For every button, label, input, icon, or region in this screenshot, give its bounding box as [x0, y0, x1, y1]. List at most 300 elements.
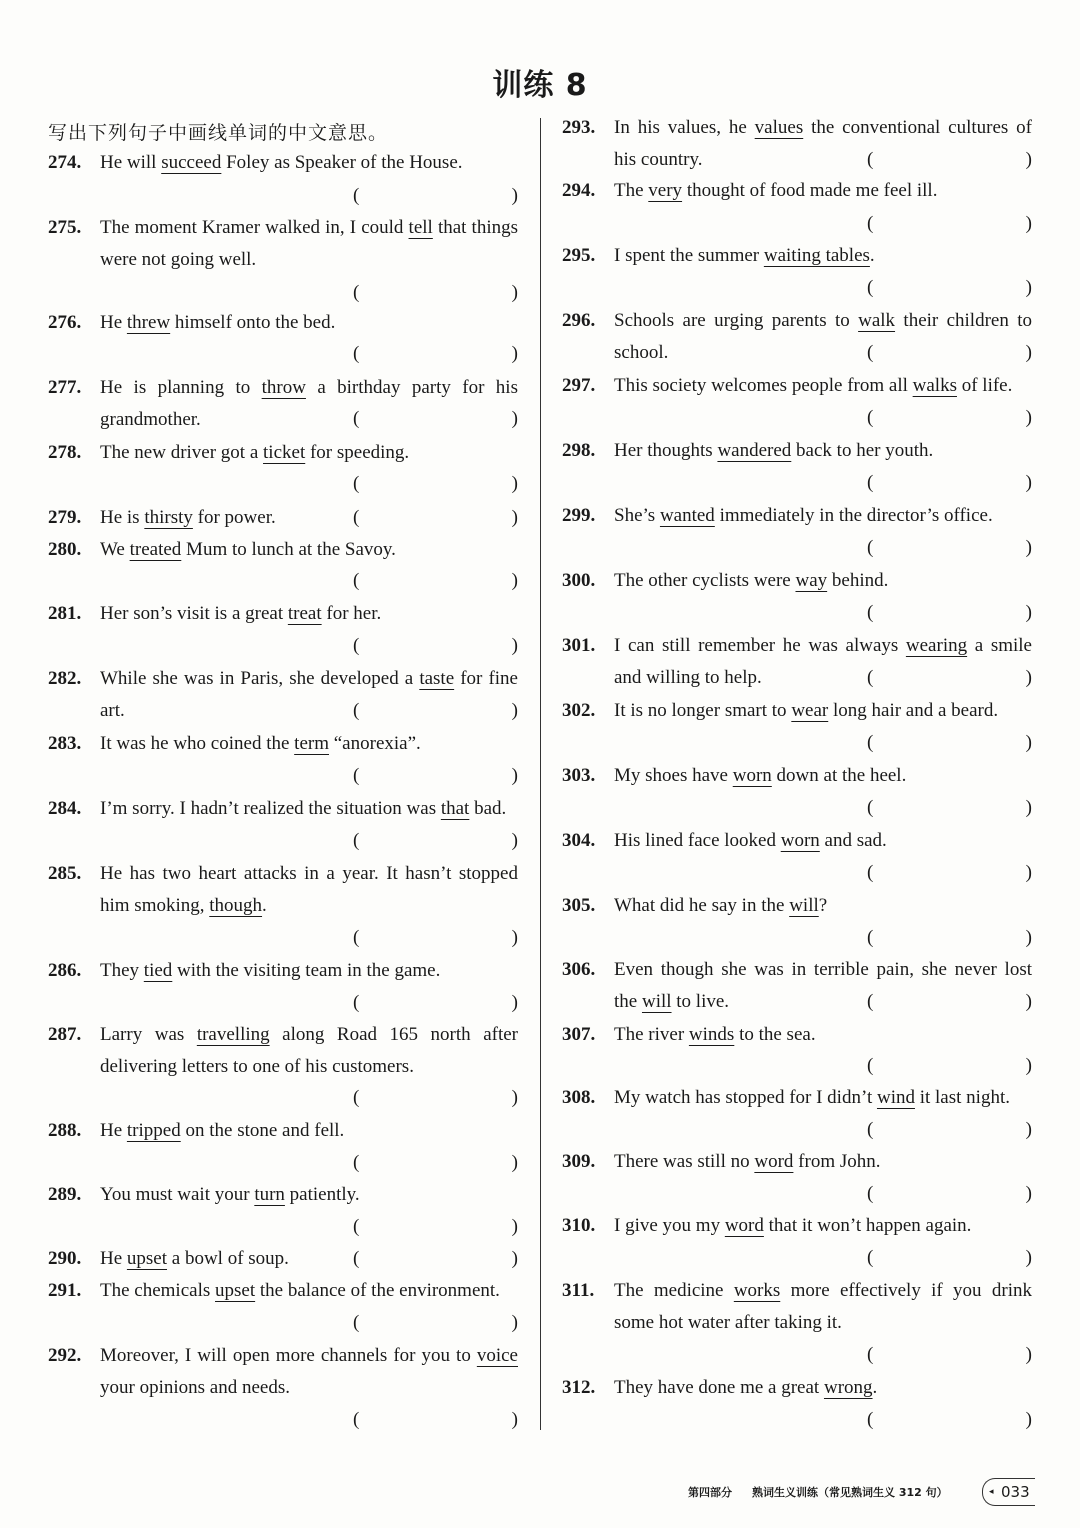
- open-paren: (: [867, 1119, 874, 1140]
- close-paren: ): [511, 1087, 518, 1108]
- question-sentence: [614, 890, 1032, 922]
- question-number: 305.: [562, 895, 596, 916]
- question-sentence: [100, 1019, 518, 1083]
- open-paren: (: [867, 927, 874, 948]
- sentence-text: The other cyclists were: [614, 570, 796, 591]
- underlined-word: wandered: [717, 440, 792, 461]
- underlined-word: will: [789, 895, 819, 916]
- underlined-word: treated: [129, 539, 182, 560]
- open-paren: (: [867, 1247, 874, 1268]
- open-paren: (: [867, 1409, 874, 1430]
- sentence-text: They have done me a great: [614, 1377, 824, 1398]
- question-item: [48, 793, 518, 825]
- close-paren: ): [1025, 602, 1032, 623]
- sentence-text: thought of food made me feel ill.: [682, 180, 938, 201]
- sentence-text: to live.: [671, 991, 730, 1012]
- question-sentence: [614, 175, 1032, 207]
- sentence-text: My watch has stopped for I didn’t: [614, 1087, 877, 1108]
- question-sentence: [100, 1340, 518, 1404]
- close-paren: ): [1025, 277, 1032, 298]
- close-paren: ): [511, 570, 518, 591]
- open-paren: (: [353, 1409, 360, 1430]
- answer-blank[interactable]: [862, 662, 1032, 694]
- sentence-text: The new driver got a: [100, 442, 264, 463]
- question-number: 284.: [48, 798, 82, 819]
- question-number: 300.: [562, 570, 596, 591]
- sentence-text: The river: [614, 1024, 689, 1045]
- question-item: [48, 212, 518, 276]
- underlined-word: worn: [732, 765, 772, 786]
- question-sentence: [100, 147, 518, 179]
- answer-blank[interactable]: [862, 532, 1032, 564]
- sentence-text: more effectively if you drink some hot water after taking it.: [614, 1280, 1032, 1333]
- answer-blank[interactable]: [862, 792, 1032, 824]
- sentence-text: Moreover, I will open more channels for you to: [100, 1345, 477, 1366]
- open-paren: (: [867, 667, 874, 688]
- underlined-word: upset: [126, 1248, 168, 1269]
- close-paren: ): [1025, 1247, 1032, 1268]
- open-paren: (: [353, 927, 360, 948]
- sentence-text: The medicine: [614, 1280, 734, 1301]
- sentence-text: .: [869, 245, 875, 266]
- close-paren: ): [511, 1409, 518, 1430]
- open-paren: (: [353, 282, 360, 303]
- answer-blank[interactable]: [862, 986, 1032, 1018]
- question-sentence: [614, 1082, 1032, 1114]
- column-divider: [540, 118, 541, 1430]
- close-paren: ): [511, 635, 518, 656]
- sentence-text: Her thoughts: [614, 440, 718, 461]
- question-sentence: [100, 1115, 518, 1147]
- open-paren: (: [353, 473, 360, 494]
- underlined-word: very: [648, 180, 683, 201]
- question-item: [562, 890, 1032, 922]
- answer-blank[interactable]: [862, 1404, 1032, 1436]
- question-item: [48, 1019, 518, 1083]
- answer-blank[interactable]: [348, 565, 518, 597]
- sentence-text: He is planning to: [100, 377, 262, 398]
- question-number: 287.: [48, 1024, 82, 1045]
- question-item: [48, 147, 518, 179]
- question-sentence: [100, 1179, 518, 1211]
- question-item: [48, 437, 518, 469]
- question-item: [48, 307, 518, 339]
- question-number: 293.: [562, 117, 596, 138]
- underlined-word: winds: [688, 1024, 735, 1045]
- question-item: [562, 1019, 1032, 1051]
- open-paren: (: [867, 472, 874, 493]
- question-item: [562, 240, 1032, 272]
- question-item: [562, 1082, 1032, 1114]
- underlined-word: wanted: [659, 505, 715, 526]
- sentence-text: the conventional cultures of his country.: [614, 117, 1032, 170]
- sentence-text: The chemicals: [100, 1280, 216, 1301]
- sentence-text: We: [100, 539, 130, 560]
- answer-blank[interactable]: [348, 338, 518, 370]
- underlined-word: walks: [912, 375, 957, 396]
- sentence-text: In his values, he: [614, 117, 755, 138]
- question-number: 278.: [48, 442, 82, 463]
- question-number: 277.: [48, 377, 82, 398]
- underlined-word: word: [754, 1151, 794, 1172]
- open-paren: (: [867, 602, 874, 623]
- underlined-word: thirsty: [144, 507, 193, 528]
- sentence-text: He: [100, 1248, 127, 1269]
- question-sentence: [100, 212, 518, 276]
- close-paren: ): [1025, 732, 1032, 753]
- sentence-text: Even though she was in terrible pain, she never lost the: [614, 959, 1032, 1012]
- answer-blank[interactable]: [862, 208, 1032, 240]
- answer-blank[interactable]: [862, 467, 1032, 499]
- sentence-text: The: [614, 180, 649, 201]
- underlined-word: wrong: [823, 1377, 873, 1398]
- close-paren: ): [511, 830, 518, 851]
- question-number: 286.: [48, 960, 82, 981]
- answer-blank[interactable]: [348, 1147, 518, 1179]
- question-sentence: [614, 1210, 1032, 1242]
- sentence-text: their children to school.: [614, 310, 1032, 363]
- open-paren: (: [353, 1248, 360, 1269]
- close-paren: ): [511, 765, 518, 786]
- close-paren: ): [1025, 1119, 1032, 1140]
- answer-blank[interactable]: [348, 1082, 518, 1114]
- underlined-word: walk: [858, 310, 896, 331]
- sentence-text: He is: [100, 507, 145, 528]
- question-sentence: [614, 825, 1032, 857]
- sentence-text: While she was in Paris, she developed a: [100, 668, 420, 689]
- underlined-word: way: [795, 570, 828, 591]
- underlined-word: tripped: [126, 1120, 181, 1141]
- close-paren: ): [1025, 213, 1032, 234]
- answer-blank[interactable]: [348, 695, 518, 727]
- instruction-text: 写出下列句子中画线单词的中文意思。: [48, 122, 389, 144]
- question-item: [48, 1275, 518, 1307]
- sentence-text: He: [100, 312, 127, 333]
- sentence-text: They: [100, 960, 144, 981]
- sentence-text: It was he who coined the: [100, 733, 295, 754]
- open-paren: (: [353, 570, 360, 591]
- sentence-text: behind.: [827, 570, 889, 591]
- answer-blank[interactable]: [862, 1050, 1032, 1082]
- answer-blank[interactable]: [862, 402, 1032, 434]
- question-number: 285.: [48, 863, 82, 884]
- question-sentence: [100, 307, 518, 339]
- close-paren: ): [1025, 472, 1032, 493]
- answer-blank[interactable]: [862, 272, 1032, 304]
- question-item: [562, 370, 1032, 402]
- underlined-word: treat: [287, 603, 322, 624]
- sentence-text: Foley as Speaker of the House.: [221, 152, 463, 173]
- close-paren: ): [1025, 667, 1032, 688]
- close-paren: ): [511, 1248, 518, 1269]
- close-paren: ): [511, 1312, 518, 1333]
- open-paren: (: [353, 507, 360, 528]
- open-paren: (: [867, 991, 874, 1012]
- answer-blank[interactable]: [348, 1404, 518, 1436]
- open-paren: (: [353, 830, 360, 851]
- question-sentence: [614, 500, 1032, 532]
- close-paren: ): [511, 473, 518, 494]
- sentence-text: with the visiting team in the game.: [172, 960, 441, 981]
- underlined-word: threw: [126, 312, 171, 333]
- sentence-text: for her.: [321, 603, 382, 624]
- question-sentence: [100, 955, 518, 987]
- question-item: [562, 825, 1032, 857]
- question-number: 292.: [48, 1345, 82, 1366]
- underlined-word: upset: [215, 1280, 256, 1301]
- underlined-word: will: [641, 991, 672, 1012]
- open-paren: (: [353, 635, 360, 656]
- question-number: 296.: [562, 310, 596, 331]
- sentence-text: I can still remember he was always: [614, 635, 906, 656]
- open-paren: (: [867, 1183, 874, 1204]
- answer-blank[interactable]: [862, 1242, 1032, 1274]
- close-paren: ): [1025, 1409, 1032, 1430]
- sentence-text: it last night.: [914, 1087, 1010, 1108]
- close-paren: ): [511, 282, 518, 303]
- underlined-word: waiting tables: [763, 245, 870, 266]
- underlined-word: travelling: [196, 1024, 270, 1045]
- question-sentence: [100, 728, 518, 760]
- underlined-word: taste: [419, 668, 455, 689]
- question-number: 274.: [48, 152, 82, 173]
- question-number: 275.: [48, 217, 82, 238]
- question-item: [48, 534, 518, 566]
- underlined-word: succeed: [161, 152, 222, 173]
- question-item: [48, 955, 518, 987]
- sentence-text: a bowl of soup.: [167, 1248, 289, 1269]
- question-sentence: [100, 598, 518, 630]
- question-item: [562, 1372, 1032, 1404]
- question-number: 295.: [562, 245, 596, 266]
- question-number: 308.: [562, 1087, 596, 1108]
- question-sentence: [614, 1372, 1032, 1404]
- question-number: 276.: [48, 312, 82, 333]
- sentence-text: of life.: [956, 375, 1013, 396]
- sentence-text: for power.: [192, 507, 276, 528]
- question-number: 279.: [48, 507, 82, 528]
- question-item: [562, 1210, 1032, 1242]
- question-sentence: [614, 435, 1032, 467]
- close-paren: ): [511, 507, 518, 528]
- answer-blank[interactable]: [862, 337, 1032, 369]
- answer-blank[interactable]: [348, 403, 518, 435]
- open-paren: (: [353, 700, 360, 721]
- underlined-word: turn: [254, 1184, 285, 1205]
- close-paren: ): [1025, 342, 1032, 363]
- close-paren: ): [1025, 1183, 1032, 1204]
- answer-blank[interactable]: [348, 1307, 518, 1339]
- answer-blank[interactable]: [348, 180, 518, 212]
- answer-blank[interactable]: [862, 597, 1032, 629]
- underlined-word: worn: [780, 830, 820, 851]
- question-sentence: [614, 1275, 1032, 1339]
- answer-blank[interactable]: [862, 144, 1032, 176]
- question-item: [48, 598, 518, 630]
- sentence-text: Mum to lunch at the Savoy.: [181, 539, 396, 560]
- answer-blank[interactable]: [862, 922, 1032, 954]
- close-paren: ): [511, 343, 518, 364]
- question-number: 294.: [562, 180, 596, 201]
- sentence-text: to the sea.: [734, 1024, 816, 1045]
- sentence-text: long hair and a beard.: [828, 700, 999, 721]
- open-paren: (: [867, 407, 874, 428]
- sentence-text: back to her youth.: [791, 440, 934, 461]
- page-number-badge: [982, 1478, 1035, 1506]
- question-item: [562, 695, 1032, 727]
- sentence-text: along Road 165 north after delivering letters to one of his customers.: [100, 1024, 518, 1077]
- answer-blank[interactable]: [348, 277, 518, 309]
- question-sentence: [614, 760, 1032, 792]
- page-number: 033: [1001, 1483, 1030, 1501]
- close-paren: ): [511, 992, 518, 1013]
- close-paren: ): [1025, 797, 1032, 818]
- underlined-word: though: [209, 895, 263, 916]
- sentence-text: The moment Kramer walked in, I could: [100, 217, 409, 238]
- underlined-word: ticket: [263, 442, 306, 463]
- answer-blank[interactable]: [862, 1339, 1032, 1371]
- sentence-text: You must wait your: [100, 1184, 255, 1205]
- open-paren: (: [867, 342, 874, 363]
- open-paren: (: [353, 765, 360, 786]
- answer-blank[interactable]: [348, 987, 518, 1019]
- sentence-text: immediately in the director’s office.: [714, 505, 993, 526]
- question-number: 282.: [48, 668, 82, 689]
- question-number: 280.: [48, 539, 82, 560]
- sentence-text: I give you my: [614, 1215, 725, 1236]
- question-sentence: [100, 1275, 518, 1307]
- sentence-text: This society welcomes people from all: [614, 375, 913, 396]
- open-paren: (: [867, 1344, 874, 1365]
- answer-blank[interactable]: [348, 760, 518, 792]
- open-paren: (: [353, 1152, 360, 1173]
- sentence-text: He has two heart attacks in a year. It hasn’t stopped him smoking,: [100, 863, 518, 916]
- question-number: 309.: [562, 1151, 596, 1172]
- sentence-text: “anorexia”.: [329, 733, 421, 754]
- open-paren: (: [867, 862, 874, 883]
- answer-blank[interactable]: [348, 825, 518, 857]
- sentence-text: He: [100, 1120, 127, 1141]
- sentence-text: for fine art.: [100, 668, 518, 721]
- question-item: [562, 435, 1032, 467]
- answer-blank[interactable]: [862, 1114, 1032, 1146]
- question-item: [562, 1275, 1032, 1339]
- underlined-word: wind: [876, 1087, 915, 1108]
- sentence-text: for speeding.: [305, 442, 410, 463]
- answer-blank[interactable]: [348, 1211, 518, 1243]
- answer-blank[interactable]: [348, 630, 518, 662]
- sentence-text: on the stone and fell.: [180, 1120, 345, 1141]
- open-paren: (: [867, 797, 874, 818]
- question-number: 290.: [48, 1248, 82, 1269]
- question-item: [562, 565, 1032, 597]
- sentence-text: Schools are urging parents to: [614, 310, 859, 331]
- open-paren: (: [353, 408, 360, 429]
- close-paren: ): [511, 185, 518, 206]
- open-paren: (: [867, 213, 874, 234]
- sentence-text: a birthday party for his grandmother.: [100, 377, 518, 430]
- sentence-text: a smile and willing to help.: [614, 635, 1032, 688]
- close-paren: ): [1025, 1055, 1032, 1076]
- answer-blank[interactable]: [862, 857, 1032, 889]
- open-paren: (: [353, 1087, 360, 1108]
- answer-blank[interactable]: [862, 727, 1032, 759]
- answer-blank[interactable]: [348, 502, 518, 534]
- sentence-text: He will: [100, 152, 162, 173]
- underlined-word: word: [724, 1215, 764, 1236]
- question-item: [562, 1146, 1032, 1178]
- question-number: 301.: [562, 635, 596, 656]
- open-paren: (: [353, 343, 360, 364]
- underlined-word: wearing: [905, 635, 968, 656]
- open-paren: (: [353, 1312, 360, 1333]
- sentence-text: and sad.: [819, 830, 887, 851]
- question-sentence: [100, 437, 518, 469]
- question-number: 297.: [562, 375, 596, 396]
- question-number: 307.: [562, 1024, 596, 1045]
- open-paren: (: [353, 992, 360, 1013]
- sentence-text: She’s: [614, 505, 660, 526]
- underlined-word: throw: [261, 377, 306, 398]
- question-sentence: [614, 1146, 1032, 1178]
- sentence-text: the balance of the environment.: [255, 1280, 500, 1301]
- close-paren: ): [1025, 537, 1032, 558]
- sentence-text: .: [262, 895, 267, 916]
- answer-blank[interactable]: [348, 1243, 518, 1275]
- question-number: 283.: [48, 733, 82, 754]
- sentence-text: that it won’t happen again.: [763, 1215, 972, 1236]
- close-paren: ): [1025, 407, 1032, 428]
- question-number: 310.: [562, 1215, 596, 1236]
- question-item: [48, 1340, 518, 1404]
- open-paren: (: [867, 732, 874, 753]
- answer-blank[interactable]: [348, 468, 518, 500]
- sentence-text: My shoes have: [614, 765, 733, 786]
- question-item: [562, 175, 1032, 207]
- answer-blank[interactable]: [862, 1178, 1032, 1210]
- sentence-text: from John.: [793, 1151, 881, 1172]
- sentence-text: I spent the summer: [614, 245, 764, 266]
- question-sentence: [100, 534, 518, 566]
- close-paren: ): [511, 1216, 518, 1237]
- underlined-word: tell: [408, 217, 433, 238]
- open-paren: (: [867, 149, 874, 170]
- question-sentence: [614, 565, 1032, 597]
- underlined-word: wear: [791, 700, 829, 721]
- sentence-text: patiently.: [284, 1184, 360, 1205]
- footer-section-label: 第四部分: [688, 1486, 732, 1499]
- question-number: 281.: [48, 603, 82, 624]
- question-number: 306.: [562, 959, 596, 980]
- question-item: [48, 1179, 518, 1211]
- close-paren: ): [511, 1152, 518, 1173]
- footer-title: 熟词生义训练（常见熟词生义 312 句）: [752, 1486, 948, 1499]
- sentence-text: ?: [818, 895, 828, 916]
- question-item: [562, 500, 1032, 532]
- question-item: [48, 1115, 518, 1147]
- underlined-word: values: [754, 117, 804, 138]
- sentence-text: .: [872, 1377, 878, 1398]
- question-item: [48, 728, 518, 760]
- page-title: 训练 8: [492, 68, 588, 103]
- arrow-left-icon: ◂: [989, 1487, 994, 1497]
- question-number: 291.: [48, 1280, 82, 1301]
- question-number: 289.: [48, 1184, 82, 1205]
- close-paren: ): [1025, 991, 1032, 1012]
- open-paren: (: [867, 1055, 874, 1076]
- answer-blank[interactable]: [348, 922, 518, 954]
- underlined-word: tied: [143, 960, 173, 981]
